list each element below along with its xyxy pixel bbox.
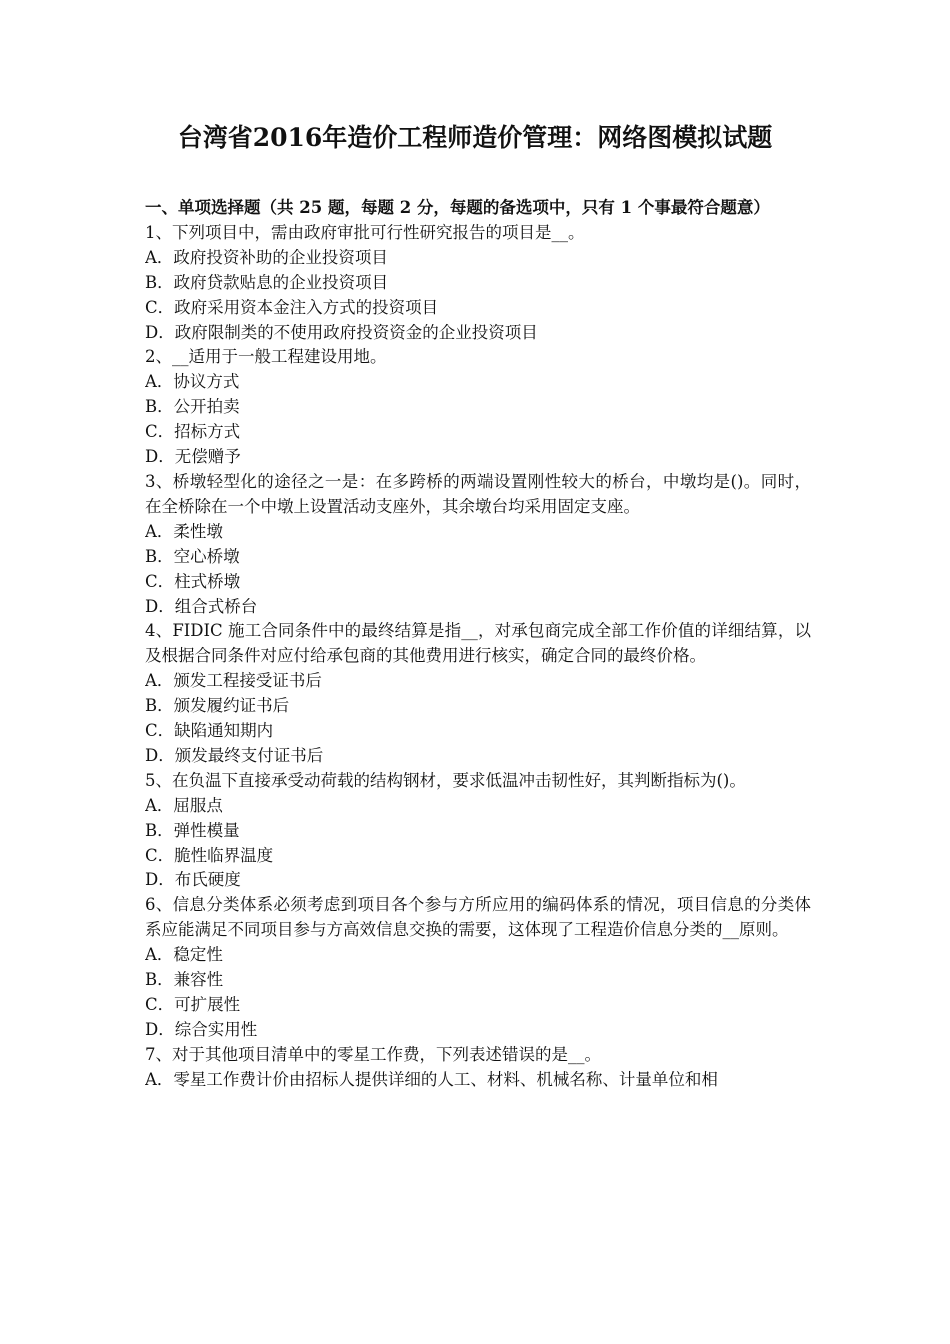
question-5 bbox=[145, 769, 811, 894]
option-d: D．政府限制类的不使用政府投资资金的企业投资项目 bbox=[145, 322, 538, 342]
option-a: A．颁发工程接受证书后 bbox=[145, 671, 322, 691]
option-d: D．布氏硬度 bbox=[145, 870, 241, 890]
option-c: C．缺陷通知期内 bbox=[145, 721, 274, 741]
option-d: D．组合式桥台 bbox=[145, 596, 258, 616]
question-text: 3、桥墩轻型化的途径之一是：在多跨桥的两端设置刚性较大的桥台，中墩均是()。同时，在全桥除在一个中墩上设置活动支座外，其余墩台均采用固定支座。 bbox=[145, 471, 811, 516]
question-text: 4、FIDIC 施工合同条件中的最终结算是指__，对承包商完成全部工作价值的详细结算，以及根据合同条件对应付给承包商的其他费用进行核实，确定合同的最终价格。 bbox=[145, 621, 811, 666]
option-a: A．政府投资补助的企业投资项目 bbox=[145, 247, 388, 267]
option-c: C．柱式桥墩 bbox=[145, 571, 241, 591]
question-text: 2、__适用于一般工程建设用地。 bbox=[145, 347, 387, 367]
question-text: 1、下列项目中，需由政府审批可行性研究报告的项目是__。 bbox=[145, 222, 585, 242]
question-text: 5、在负温下直接承受动荷载的结构钢材，要求低温冲击韧性好，其判断指标为()。 bbox=[145, 770, 746, 790]
question-7 bbox=[145, 1043, 811, 1093]
question-3 bbox=[145, 470, 811, 619]
option-b: B．政府贷款贴息的企业投资项目 bbox=[145, 272, 389, 292]
option-a: A．协议方式 bbox=[145, 372, 240, 392]
option-b: B．空心桥墩 bbox=[145, 546, 240, 566]
question-2 bbox=[145, 345, 811, 470]
document-title: 台湾省2016年造价工程师造价管理：网络图模拟试题 bbox=[177, 123, 773, 152]
question-4 bbox=[145, 619, 811, 768]
option-a: A．稳定性 bbox=[145, 945, 223, 965]
option-a: A．柔性墩 bbox=[145, 521, 223, 541]
option-d: D．颁发最终支付证书后 bbox=[145, 745, 324, 765]
section-heading: 一、单项选择题（共 25 题，每题 2 分，每题的备选项中，只有 1 个事最符合题意） bbox=[145, 198, 770, 217]
option-b: B．兼容性 bbox=[145, 970, 224, 990]
question-1 bbox=[145, 221, 811, 346]
option-c: C．政府采用资本金注入方式的投资项目 bbox=[145, 297, 439, 317]
option-d: D．综合实用性 bbox=[145, 1019, 258, 1039]
question-text: 6、信息分类体系必须考虑到项目各个参与方所应用的编码体系的情况，项目信息的分类体系应能满足不同项目参与方高效信息交换的需要，这体现了工程造价信息分类的__原则。 bbox=[145, 895, 811, 940]
option-c: C．可扩展性 bbox=[145, 995, 241, 1014]
option-c: C．招标方式 bbox=[145, 422, 241, 442]
option-b: B．颁发履约证书后 bbox=[145, 696, 290, 716]
option-a: A．屈服点 bbox=[145, 795, 223, 815]
option-d: D．无偿赠予 bbox=[145, 447, 241, 467]
option-c: C．脆性临界温度 bbox=[145, 845, 274, 865]
option-b: B．弹性模量 bbox=[145, 820, 240, 840]
question-text: 7、对于其他项目清单中的零星工作费，下列表述错误的是__。 bbox=[145, 1044, 601, 1064]
option-a: A．零星工作费计价由招标人提供详细的人工、材料、机械名称、计量单位和相 bbox=[145, 1069, 718, 1089]
question-6 bbox=[145, 893, 811, 1042]
option-b: B．公开拍卖 bbox=[145, 397, 240, 417]
document-body bbox=[145, 196, 811, 1093]
